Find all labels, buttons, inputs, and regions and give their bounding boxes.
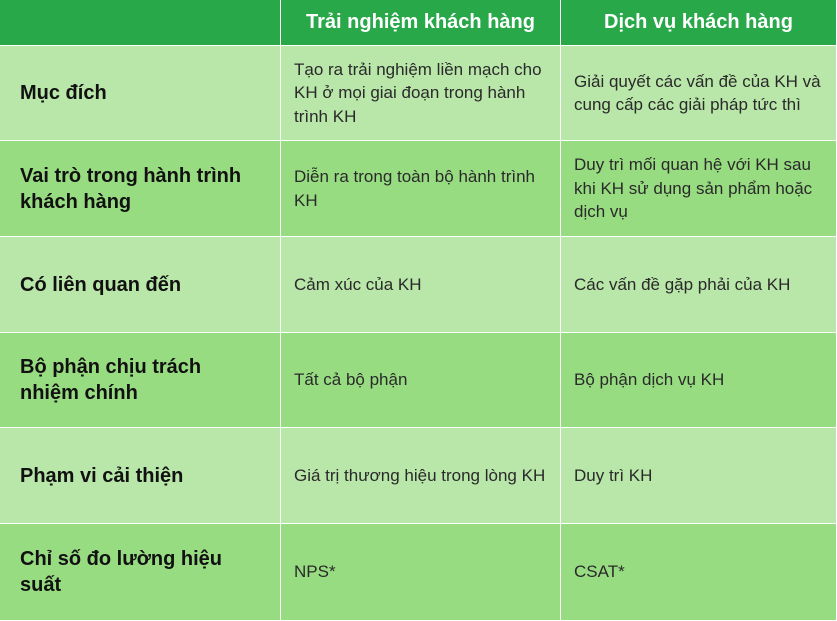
cx-improvement: Giá trị thương hiệu trong lòng KH xyxy=(281,428,561,524)
cx-kpi: NPS* xyxy=(281,524,561,621)
cx-related: Cảm xúc của KH xyxy=(281,237,561,333)
cs-improvement: Duy trì KH xyxy=(561,428,837,524)
cs-purpose: Giải quyết các vấn đề của KH và cung cấp các giải pháp tức thì xyxy=(561,46,837,141)
cx-purpose: Tạo ra trải nghiệm liền mạch cho KH ở mọi giai đoạn trong hành trình KH xyxy=(281,46,561,141)
row-label-purpose: Mục đích xyxy=(0,46,281,141)
row-label-improvement: Phạm vi cải thiện xyxy=(0,428,281,524)
cx-responsible: Tất cả bộ phận xyxy=(281,333,561,428)
header-customer-service: Dịch vụ khách hàng xyxy=(561,0,837,46)
cx-role: Diễn ra trong toàn bộ hành trình KH xyxy=(281,141,561,237)
cs-role: Duy trì mối quan hệ với KH sau khi KH sử dụng sản phẩm hoặc dịch vụ xyxy=(561,141,837,237)
cs-kpi: CSAT* xyxy=(561,524,837,621)
row-label-role: Vai trò trong hành trình khách hàng xyxy=(0,141,281,237)
header-corner xyxy=(0,0,281,46)
cs-responsible: Bộ phận dịch vụ KH xyxy=(561,333,837,428)
cs-related: Các vấn đề gặp phải của KH xyxy=(561,237,837,333)
header-customer-experience: Trải nghiệm khách hàng xyxy=(281,0,561,46)
row-label-responsible: Bộ phận chịu trách nhiệm chính xyxy=(0,333,281,428)
row-label-kpi: Chỉ số đo lường hiệu suất xyxy=(0,524,281,621)
row-label-related: Có liên quan đến xyxy=(0,237,281,333)
